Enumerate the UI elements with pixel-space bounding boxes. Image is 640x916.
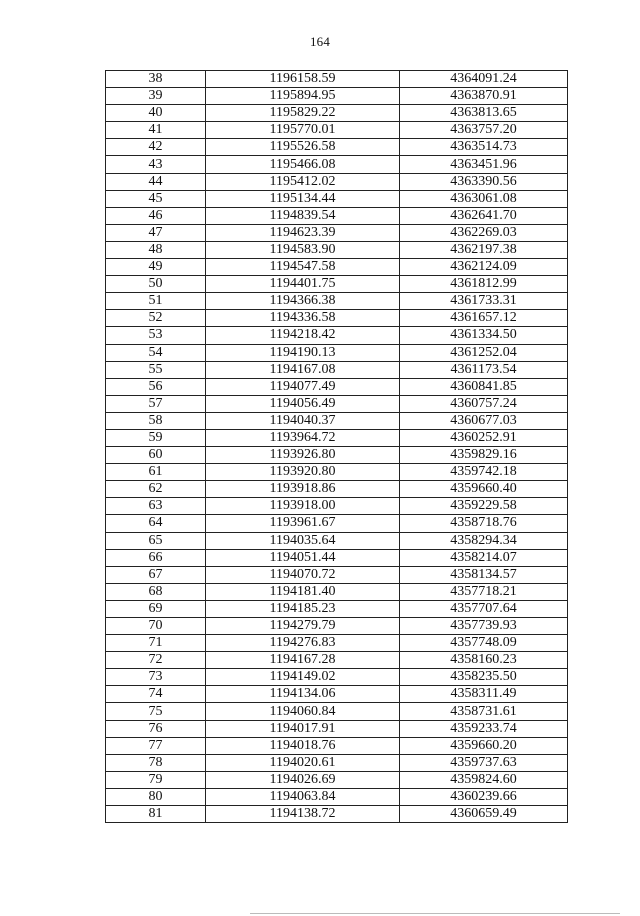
point-number-cell: 47 [106, 224, 206, 241]
point-number-cell: 64 [106, 515, 206, 532]
y-coordinate-cell: 4363870.91 [400, 88, 568, 105]
point-number-cell: 81 [106, 806, 206, 823]
table-row [106, 241, 568, 258]
point-number-cell: 59 [106, 429, 206, 446]
table-row [106, 207, 568, 224]
x-coordinate-cell: 1194623.39 [206, 224, 400, 241]
x-coordinate-cell: 1194547.58 [206, 259, 400, 276]
point-number-cell: 71 [106, 635, 206, 652]
point-number-cell: 73 [106, 669, 206, 686]
point-number-cell: 45 [106, 190, 206, 207]
x-coordinate-cell: 1194077.49 [206, 378, 400, 395]
point-number-cell: 52 [106, 310, 206, 327]
y-coordinate-cell: 4357707.64 [400, 600, 568, 617]
point-number-cell: 46 [106, 207, 206, 224]
table-row [106, 464, 568, 481]
y-coordinate-cell: 4357748.09 [400, 635, 568, 652]
y-coordinate-cell: 4360677.03 [400, 412, 568, 429]
table-row [106, 88, 568, 105]
table-row [106, 515, 568, 532]
y-coordinate-cell: 4360757.24 [400, 395, 568, 412]
x-coordinate-cell: 1194020.61 [206, 754, 400, 771]
table-row [106, 600, 568, 617]
x-coordinate-cell: 1194035.64 [206, 532, 400, 549]
point-number-cell: 68 [106, 583, 206, 600]
table-row [106, 327, 568, 344]
y-coordinate-cell: 4358235.50 [400, 669, 568, 686]
x-coordinate-cell: 1194138.72 [206, 806, 400, 823]
x-coordinate-cell: 1194026.69 [206, 771, 400, 788]
table-row [106, 71, 568, 88]
y-coordinate-cell: 4363061.08 [400, 190, 568, 207]
table-row [106, 788, 568, 805]
point-number-cell: 49 [106, 259, 206, 276]
x-coordinate-cell: 1194018.76 [206, 737, 400, 754]
point-number-cell: 63 [106, 498, 206, 515]
point-number-cell: 55 [106, 361, 206, 378]
table-row [106, 429, 568, 446]
table-row [106, 703, 568, 720]
x-coordinate-cell: 1193964.72 [206, 429, 400, 446]
point-number-cell: 65 [106, 532, 206, 549]
table-row [106, 190, 568, 207]
table-row [106, 122, 568, 139]
y-coordinate-cell: 4361733.31 [400, 293, 568, 310]
table-row [106, 806, 568, 823]
x-coordinate-cell: 1194185.23 [206, 600, 400, 617]
y-coordinate-cell: 4362197.38 [400, 241, 568, 258]
table-row [106, 361, 568, 378]
point-number-cell: 72 [106, 652, 206, 669]
point-number-cell: 79 [106, 771, 206, 788]
table-row [106, 310, 568, 327]
table-row [106, 481, 568, 498]
y-coordinate-cell: 4362269.03 [400, 224, 568, 241]
point-number-cell: 43 [106, 156, 206, 173]
y-coordinate-cell: 4361173.54 [400, 361, 568, 378]
coordinates-table-body [106, 71, 568, 823]
x-coordinate-cell: 1194167.08 [206, 361, 400, 378]
x-coordinate-cell: 1194276.83 [206, 635, 400, 652]
table-row [106, 618, 568, 635]
x-coordinate-cell: 1194017.91 [206, 720, 400, 737]
x-coordinate-cell: 1195412.02 [206, 173, 400, 190]
table-row [106, 549, 568, 566]
point-number-cell: 61 [106, 464, 206, 481]
x-coordinate-cell: 1193961.67 [206, 515, 400, 532]
point-number-cell: 39 [106, 88, 206, 105]
table-row [106, 686, 568, 703]
point-number-cell: 76 [106, 720, 206, 737]
point-number-cell: 62 [106, 481, 206, 498]
y-coordinate-cell: 4358214.07 [400, 549, 568, 566]
x-coordinate-cell: 1194060.84 [206, 703, 400, 720]
table-row [106, 720, 568, 737]
table-row [106, 344, 568, 361]
table-row [106, 754, 568, 771]
table-row [106, 498, 568, 515]
y-coordinate-cell: 4357739.93 [400, 618, 568, 635]
x-coordinate-cell: 1194063.84 [206, 788, 400, 805]
x-coordinate-cell: 1193926.80 [206, 447, 400, 464]
x-coordinate-cell: 1193918.00 [206, 498, 400, 515]
x-coordinate-cell: 1196158.59 [206, 71, 400, 88]
x-coordinate-cell: 1194336.58 [206, 310, 400, 327]
x-coordinate-cell: 1195526.58 [206, 139, 400, 156]
footer-rule [250, 913, 620, 914]
point-number-cell: 80 [106, 788, 206, 805]
table-row [106, 395, 568, 412]
point-number-cell: 74 [106, 686, 206, 703]
y-coordinate-cell: 4362124.09 [400, 259, 568, 276]
x-coordinate-cell: 1194583.90 [206, 241, 400, 258]
point-number-cell: 78 [106, 754, 206, 771]
point-number-cell: 66 [106, 549, 206, 566]
table-row [106, 737, 568, 754]
table-row [106, 532, 568, 549]
table-row [106, 669, 568, 686]
point-number-cell: 70 [106, 618, 206, 635]
x-coordinate-cell: 1194051.44 [206, 549, 400, 566]
table-row [106, 173, 568, 190]
x-coordinate-cell: 1193920.80 [206, 464, 400, 481]
y-coordinate-cell: 4360252.91 [400, 429, 568, 446]
table-row [106, 139, 568, 156]
table-row [106, 276, 568, 293]
x-coordinate-cell: 1194190.13 [206, 344, 400, 361]
x-coordinate-cell: 1193918.86 [206, 481, 400, 498]
x-coordinate-cell: 1194167.28 [206, 652, 400, 669]
x-coordinate-cell: 1194056.49 [206, 395, 400, 412]
table-row [106, 293, 568, 310]
y-coordinate-cell: 4359660.40 [400, 481, 568, 498]
x-coordinate-cell: 1195466.08 [206, 156, 400, 173]
point-number-cell: 48 [106, 241, 206, 258]
x-coordinate-cell: 1194839.54 [206, 207, 400, 224]
x-coordinate-cell: 1195134.44 [206, 190, 400, 207]
y-coordinate-cell: 4361812.99 [400, 276, 568, 293]
point-number-cell: 50 [106, 276, 206, 293]
x-coordinate-cell: 1194366.38 [206, 293, 400, 310]
x-coordinate-cell: 1194279.79 [206, 618, 400, 635]
table-row [106, 412, 568, 429]
x-coordinate-cell: 1194218.42 [206, 327, 400, 344]
table-row [106, 566, 568, 583]
y-coordinate-cell: 4358134.57 [400, 566, 568, 583]
point-number-cell: 58 [106, 412, 206, 429]
y-coordinate-cell: 4363451.96 [400, 156, 568, 173]
x-coordinate-cell: 1194401.75 [206, 276, 400, 293]
point-number-cell: 42 [106, 139, 206, 156]
point-number-cell: 38 [106, 71, 206, 88]
x-coordinate-cell: 1195829.22 [206, 105, 400, 122]
table-row [106, 583, 568, 600]
y-coordinate-cell: 4361252.04 [400, 344, 568, 361]
y-coordinate-cell: 4359233.74 [400, 720, 568, 737]
x-coordinate-cell: 1194181.40 [206, 583, 400, 600]
point-number-cell: 41 [106, 122, 206, 139]
y-coordinate-cell: 4358311.49 [400, 686, 568, 703]
y-coordinate-cell: 4360841.85 [400, 378, 568, 395]
table-row [106, 378, 568, 395]
y-coordinate-cell: 4360659.49 [400, 806, 568, 823]
point-number-cell: 69 [106, 600, 206, 617]
y-coordinate-cell: 4358294.34 [400, 532, 568, 549]
point-number-cell: 75 [106, 703, 206, 720]
y-coordinate-cell: 4359742.18 [400, 464, 568, 481]
table-row [106, 224, 568, 241]
point-number-cell: 77 [106, 737, 206, 754]
y-coordinate-cell: 4362641.70 [400, 207, 568, 224]
point-number-cell: 57 [106, 395, 206, 412]
x-coordinate-cell: 1194134.06 [206, 686, 400, 703]
y-coordinate-cell: 4361334.50 [400, 327, 568, 344]
point-number-cell: 60 [106, 447, 206, 464]
table-row [106, 105, 568, 122]
point-number-cell: 40 [106, 105, 206, 122]
point-number-cell: 54 [106, 344, 206, 361]
x-coordinate-cell: 1194070.72 [206, 566, 400, 583]
table-row [106, 156, 568, 173]
y-coordinate-cell: 4359824.60 [400, 771, 568, 788]
y-coordinate-cell: 4360239.66 [400, 788, 568, 805]
point-number-cell: 51 [106, 293, 206, 310]
table-row [106, 259, 568, 276]
page-number: 164 [309, 34, 331, 49]
table-row [106, 771, 568, 788]
x-coordinate-cell: 1194149.02 [206, 669, 400, 686]
point-number-cell: 44 [106, 173, 206, 190]
point-number-cell: 56 [106, 378, 206, 395]
y-coordinate-cell: 4359829.16 [400, 447, 568, 464]
y-coordinate-cell: 4357718.21 [400, 583, 568, 600]
point-number-cell: 67 [106, 566, 206, 583]
y-coordinate-cell: 4363390.56 [400, 173, 568, 190]
y-coordinate-cell: 4363757.20 [400, 122, 568, 139]
x-coordinate-cell: 1195894.95 [206, 88, 400, 105]
y-coordinate-cell: 4358731.61 [400, 703, 568, 720]
y-coordinate-cell: 4358160.23 [400, 652, 568, 669]
table-row [106, 447, 568, 464]
x-coordinate-cell: 1195770.01 [206, 122, 400, 139]
y-coordinate-cell: 4364091.24 [400, 71, 568, 88]
coordinates-table [105, 70, 568, 823]
x-coordinate-cell: 1194040.37 [206, 412, 400, 429]
table-row [106, 652, 568, 669]
y-coordinate-cell: 4358718.76 [400, 515, 568, 532]
y-coordinate-cell: 4359229.58 [400, 498, 568, 515]
y-coordinate-cell: 4359737.63 [400, 754, 568, 771]
y-coordinate-cell: 4363813.65 [400, 105, 568, 122]
y-coordinate-cell: 4363514.73 [400, 139, 568, 156]
point-number-cell: 53 [106, 327, 206, 344]
y-coordinate-cell: 4359660.20 [400, 737, 568, 754]
table-row [106, 635, 568, 652]
y-coordinate-cell: 4361657.12 [400, 310, 568, 327]
